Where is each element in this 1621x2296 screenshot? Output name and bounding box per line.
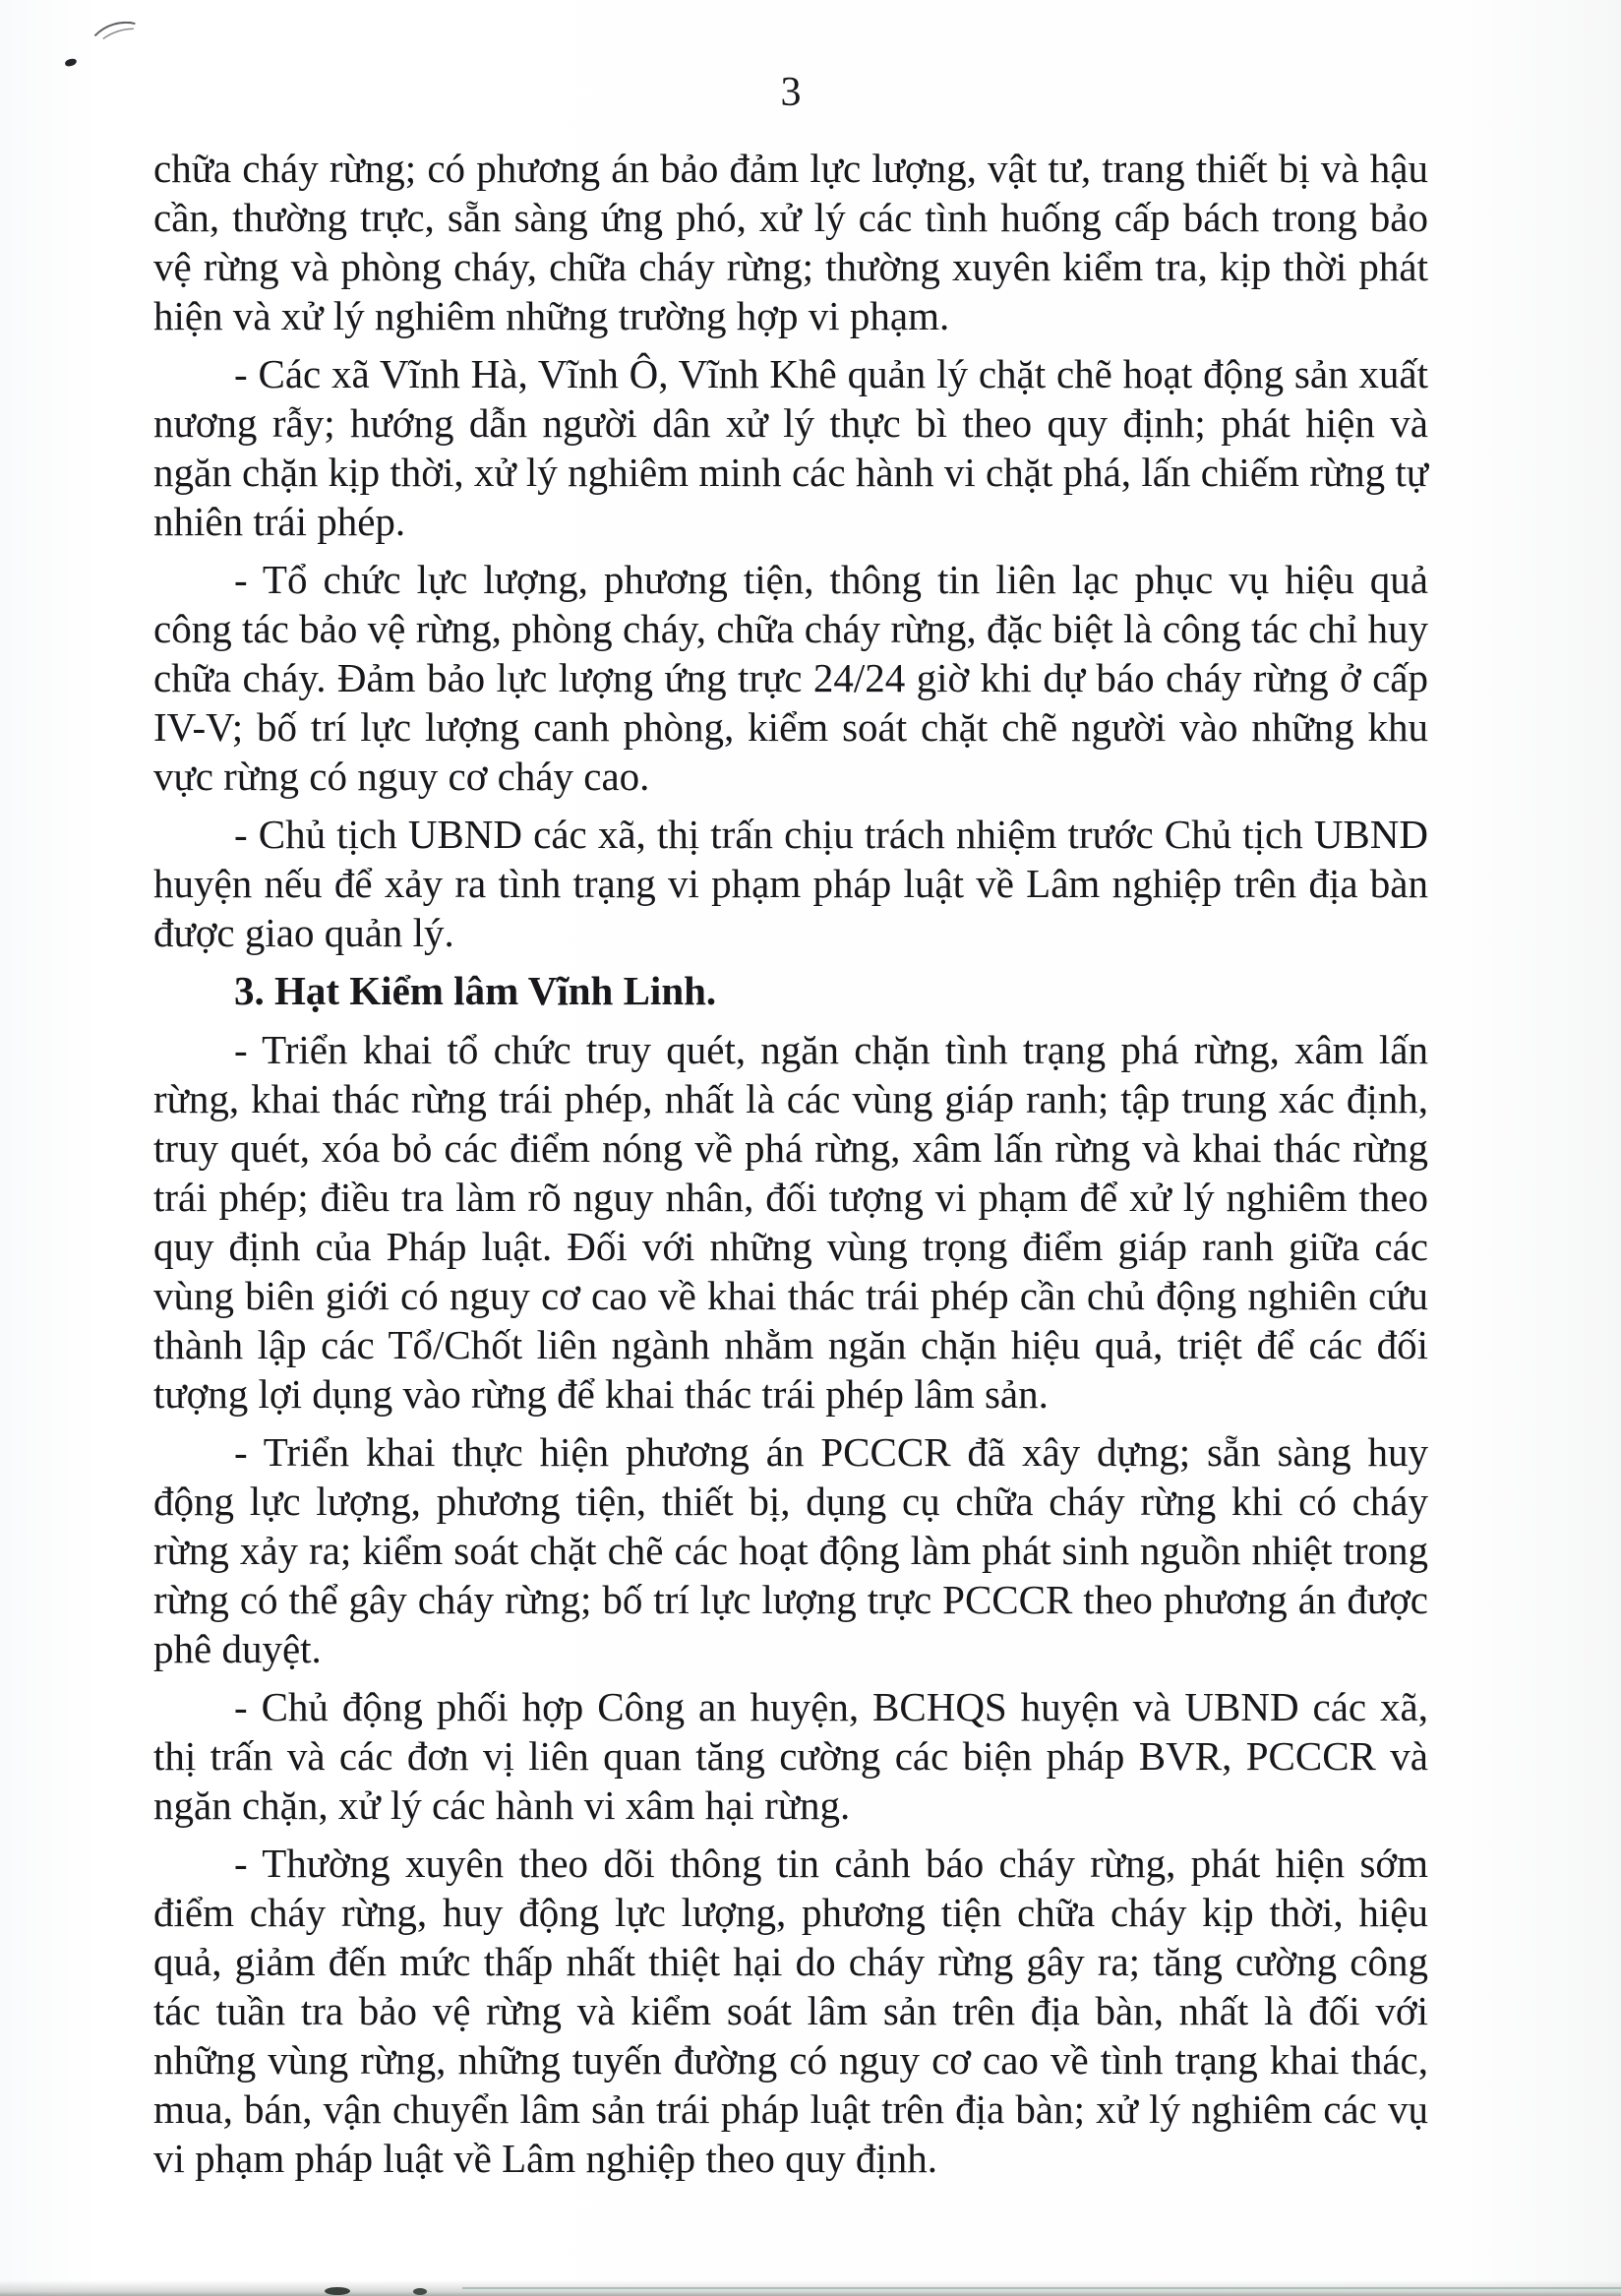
- paragraph-communes: - Các xã Vĩnh Hà, Vĩnh Ô, Vĩnh Khê quản lý chặt chẽ hoạt động sản xuất nương rẫy; hướng dẫn người dân xử lý thực bì theo quy định; phát hiện và ngăn chặn kịp thời, xử lý nghiêm minh các hành vi chặt phá, lấn chiếm rừng tự nhiên trái phép.: [153, 351, 1428, 544]
- scanner-edge-line: [462, 2287, 1621, 2289]
- page-number: 3: [780, 70, 802, 115]
- paragraph-forces: - Tổ chức lực lượng, phương tiện, thông tin liên lạc phục vụ hiệu quả công tác bảo vệ rừng, phòng cháy, chữa cháy rừng, đặc biệt là công tác chỉ huy chữa cháy. Đảm bảo lực lượng ứng trực 24/24 giờ khi dự báo cháy rừng ở cấp IV-V; bố trí lực lượng canh phòng, kiểm soát chặt chẽ người vào những khu vực rừng có nguy cơ cháy cao.: [153, 557, 1428, 799]
- edge-smudge-artifact: [413, 2288, 427, 2295]
- paragraph-fire-warning-monitoring: - Thường xuyên theo dõi thông tin cảnh báo cháy rừng, phát hiện sớm điểm cháy rừng, huy động lực lượng, phương tiện chữa cháy kịp thời, hiệu quả, giảm đến mức thấp nhất thiệt hại do cháy rừng gây ra; tăng cường công tác tuần tra bảo vệ rừng và kiểm soát lâm sản trên địa bàn, nhất là đối với những vùng rừng, những tuyến đường có nguy cơ cao về tình trạng khai thác, mua, bán, vận chuyển lâm sản trái pháp luật trên địa bàn; xử lý nghiêm các vụ vi phạm pháp luật về Lâm nghiệp theo quy định.: [153, 1841, 1428, 2181]
- pen-mark-artifact: [90, 15, 145, 46]
- ink-dot-artifact: [64, 57, 78, 67]
- paragraph-chairman-responsibility: - Chủ tịch UBND các xã, thị trấn chịu trách nhiệm trước Chủ tịch UBND huyện nếu để xảy ra tình trạng vi phạm pháp luật về Lâm nghiệp trên địa bàn được giao quản lý.: [153, 812, 1428, 955]
- paragraph-pcccr-plan: - Triển khai thực hiện phương án PCCCR đã xây dựng; sẵn sàng huy động lực lượng, phương tiện, thiết bị, dụng cụ chữa cháy rừng khi có cháy rừng xảy ra; kiểm soát chặt chẽ các hoạt động làm phát sinh nguồn nhiệt trong rừng có thể gây cháy rừng; bố trí lực lượng trực PCCCR theo phương án được phê duyệt.: [153, 1429, 1428, 1671]
- paragraph-continuation: chữa cháy rừng; có phương án bảo đảm lực lượng, vật tư, trang thiết bị và hậu cần, thường trực, sẵn sàng ứng phó, xử lý các tình huống cấp bách trong bảo vệ rừng và phòng cháy, chữa cháy rừng; thường xuyên kiểm tra, kịp thời phát hiện và xử lý nghiêm những trường hợp vi phạm.: [153, 146, 1428, 338]
- paragraph-coordination: - Chủ động phối hợp Công an huyện, BCHQS huyện và UBND các xã, thị trấn và các đơn vị liên quan tăng cường các biện pháp BVR, PCCCR và ngăn chặn, xử lý các hành vi xâm hại rừng.: [153, 1684, 1428, 1828]
- document-body: [153, 144, 1428, 2192]
- edge-smudge-artifact: [325, 2287, 350, 2295]
- section-heading-forest-ranger: 3. Hạt Kiểm lâm Vĩnh Linh.: [234, 968, 717, 1013]
- paragraph-patrol-sweep: - Triển khai tổ chức truy quét, ngăn chặn tình trạng phá rừng, xâm lấn rừng, khai thác rừng trái phép, nhất là các vùng giáp ranh; tập trung xác định, truy quét, xóa bỏ các điểm nóng về phá rừng, xâm lấn rừng và khai thác rừng trái phép; điều tra làm rõ nguy nhân, đối tượng vi phạm để xử lý nghiêm theo quy định của Pháp luật. Đối với những vùng trọng điểm giáp ranh giữa các vùng biên giới có nguy cơ cao về khai thác trái phép cần chủ động nghiên cứu thành lập các Tổ/Chốt liên ngành nhằm ngăn chặn hiệu quả, triệt để các đối tượng lợi dụng vào rừng để khai thác trái phép lâm sản.: [153, 1027, 1428, 1417]
